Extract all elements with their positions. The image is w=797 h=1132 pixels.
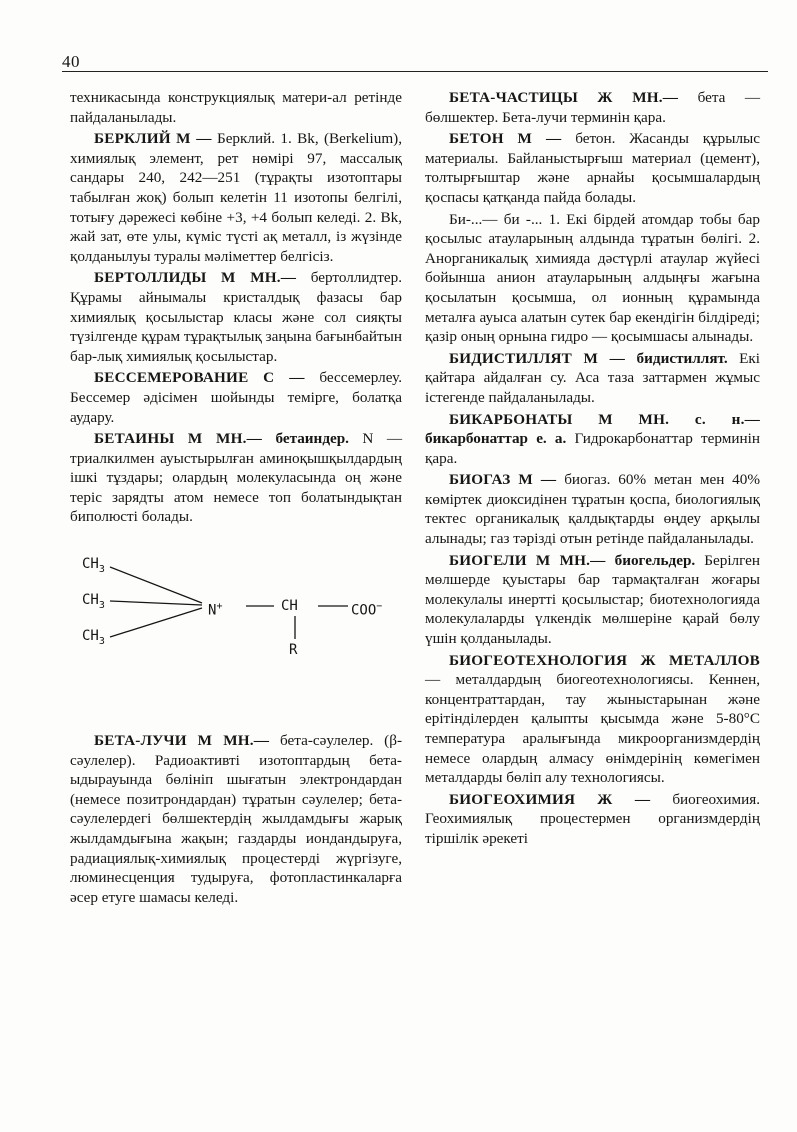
bond-line bbox=[110, 601, 202, 605]
header-rule bbox=[62, 71, 768, 72]
headword: БЕССЕМЕРОВАНИЕ bbox=[94, 369, 249, 387]
entry-text: Жасанды құрылыс материалы. Байланыстырғыш материал (цемент), толтырғыштар және арнайы қосымшалардың қоспасы қатқанда пайда болады. bbox=[425, 130, 760, 206]
entry-biogaz bbox=[425, 470, 760, 548]
headword: БИОГЕОХИМИЯ bbox=[449, 790, 576, 808]
entry-biogeohimiya bbox=[425, 790, 760, 849]
headword: БИОГАЗ bbox=[449, 471, 511, 489]
translation: бидистиллят. bbox=[636, 349, 728, 367]
headword: БЕРТОЛЛИДЫ bbox=[94, 269, 207, 287]
entry-text: 1. Екі бірдей атомдар тобы бар қосылыс атауларының алдында тұратын бөлігі. 2. Анорганикалық химияда дәстүрлі атаулар жүйесі бойынша анион атауларының алдыңғы жағына қосылатын қосымша, ол ионның құрамында металға ауыса алатын сутек бар екендігін білдіреді; қазір оның орнына гидро — қосымшасы алынады. bbox=[425, 210, 760, 346]
r-group: R bbox=[289, 642, 298, 659]
translation: бикарбонаттар е. а. bbox=[425, 430, 567, 448]
translation: биогеохимия. bbox=[672, 790, 761, 808]
entry-text: техникасында конструкциялық матери-ал ретінде пайдаланылады. bbox=[70, 89, 402, 126]
part-of-speech: М МН.— bbox=[535, 551, 606, 569]
methyl-group: $CH_3$ bbox=[82, 628, 105, 647]
entry-betainy bbox=[70, 429, 402, 527]
part-of-speech: Ж — bbox=[597, 790, 651, 808]
entry-biogeotehnologiya bbox=[425, 651, 760, 788]
part-of-speech: М МН.— bbox=[197, 732, 270, 750]
translation: биогаз. bbox=[564, 471, 611, 489]
translation: бетон. bbox=[575, 130, 616, 148]
carboxylate-group: COO− bbox=[351, 601, 383, 619]
headword: БИДИСТИЛЛЯТ bbox=[449, 349, 572, 367]
entry-bertollidy bbox=[70, 268, 402, 366]
methyl-group: $CH_3$ bbox=[82, 556, 105, 575]
headword: БЕТОН bbox=[449, 130, 504, 148]
entry-bidistillyat bbox=[425, 349, 760, 408]
part-of-speech: М МН.— bbox=[220, 269, 297, 287]
right-column bbox=[425, 88, 760, 851]
nitrogen-atom: N+ bbox=[208, 601, 223, 619]
part-of-speech: Ж МН.— bbox=[597, 89, 679, 106]
bond-line bbox=[110, 608, 202, 637]
part-of-speech: М — bbox=[176, 130, 212, 148]
headword: БИОГЕЛИ bbox=[449, 551, 527, 569]
entry-beta-chasticy bbox=[425, 88, 760, 127]
entry-bikarbonaty bbox=[425, 410, 760, 469]
translation: бертоллидтер. bbox=[310, 269, 403, 287]
headword: БЕТА-ЧАСТИЦЫ bbox=[449, 89, 578, 106]
headword: БЕТАИНЫ bbox=[94, 430, 175, 448]
part-of-speech: — bbox=[425, 671, 441, 689]
translation: биогельдер. bbox=[614, 551, 696, 569]
part-of-speech: С — bbox=[263, 369, 305, 387]
headword: БЕРКЛИЙ bbox=[94, 130, 171, 148]
methyl-group: $CH_3$ bbox=[82, 592, 105, 611]
bond-line bbox=[110, 567, 202, 603]
headword: Би-...— би -... bbox=[449, 210, 543, 228]
ch-group: CH bbox=[281, 598, 298, 615]
entry-text: Кеннен, концентраттардан, тау жыныстарынан және ерітінділерден қалыпты қысымда және 5-80°С температура аралығында микроорганизмдердің немесе олардың алмасу өнімдерінің көмегімен металдарды бөліп алу технологиясы. bbox=[425, 671, 761, 787]
entry-text: Гидрокарбонаттар терминін қара. bbox=[425, 430, 761, 467]
entry-text: Геохимиялық процестермен организмдердің тіршілік әрекеті bbox=[425, 810, 760, 847]
betaine-formula bbox=[70, 553, 402, 671]
entry-text: (β-сәулелер). Радиоактивті изотоптардың бета-ыдырауында бөлініп шығатын электрондардан (немесе позитрондардан) тұратын сәулелер; бета-сәулелердегі бөлшектердің жылдамдығы жарық жылдамдығына жақын; газдарды иондандыруға, радиациялық-химиялық процестерді жүргізуге, люминесценция тудыруға, фотопластинкаларға әсер етуге шамасы келеді. bbox=[70, 732, 403, 906]
entry-text: 1. Bk, (Berkelium), химиялық элемент, рет нөмірі 97, массалық сандары 240, 242—251 (тұрақты изотоптары табылған жоқ) болып келетін 11 изотопы белгілі, тотығу дәрежесі көбіне +3, +4 болып келеді. 2. Bk, жай зат, өте улы, күміс түсті ақ металл, із жүзінде қолданылуы туралы мәліметтер белгісіз. bbox=[70, 130, 403, 265]
entry-bi bbox=[425, 210, 760, 347]
translation: бета — бөлшектер. bbox=[425, 89, 761, 126]
entry-text: N — триалкилмен ауыстырылған аминоқышқылдардың ішкі тұздары; олардың молекуласында оң және теріс зарядты атом немесе топ болатындықтан биполюсті болады. bbox=[70, 430, 403, 526]
part-of-speech: М МН. с. н.— bbox=[598, 410, 761, 428]
headword: БЕТА-ЛУЧИ bbox=[94, 732, 187, 750]
translation: Берклий. bbox=[216, 130, 276, 148]
entry-text: Берілген мөлшерде қуыстары бар тармақталған жоғары молекулалы инертті қосылыстар; биотехнологияда молекулаларды үлкендік мөлшеріне қарай бөлу үшін қолданылады. bbox=[425, 551, 761, 648]
entry-text: Бета-лучи терминін қара. bbox=[502, 108, 666, 126]
entry-text: 60% метан мен 40% көміртек диоксидінен тұратын қоспа, биологиялық тектес органикалық қалдықтарды өңдеу арқылы алынады; газ тәрізді отын ретінде пайдаланылады. bbox=[425, 471, 761, 548]
entry-berkli bbox=[70, 129, 402, 266]
page-number: 40 bbox=[62, 52, 80, 71]
part-of-speech: М — bbox=[583, 349, 626, 367]
entry-text: Бессемер әдісімен шойынды темірге, болатқа аудару. bbox=[70, 388, 402, 426]
part-of-speech: М — bbox=[517, 130, 562, 148]
entry-text: Құрамы айнымалы кристалдық фазасы бар химиялық қосылыстар класы және сол сияқты түзілгенде құрам тұрақтылық заңына бағынбайтын бар-лық химиялық қосылыстар. bbox=[70, 288, 402, 365]
entry-text: Екі қайтара айдалған су. Аса таза заттармен жұмыс істегенде пайдаланылады. bbox=[425, 349, 761, 406]
translation: металдардың биогеотехнологиясы. bbox=[455, 671, 694, 689]
headword: БИКАРБОНАТЫ bbox=[449, 410, 573, 428]
part-of-speech: М МН.— bbox=[187, 430, 262, 448]
entry-bessemerovanie bbox=[70, 368, 402, 427]
entry-continuation bbox=[70, 88, 402, 127]
left-column bbox=[70, 88, 402, 909]
entry-beton bbox=[425, 129, 760, 207]
part-of-speech: М — bbox=[518, 471, 557, 489]
translation: бессемерлеу. bbox=[319, 369, 402, 387]
entry-biogeli bbox=[425, 551, 760, 649]
headword: БИОГЕОТЕХНОЛОГИЯ Ж МЕТАЛЛОВ bbox=[449, 651, 760, 669]
entry-beta-luchi bbox=[70, 731, 402, 907]
translation: бетаиндер. bbox=[275, 430, 349, 448]
translation: бета-сәулелер. bbox=[280, 732, 374, 750]
